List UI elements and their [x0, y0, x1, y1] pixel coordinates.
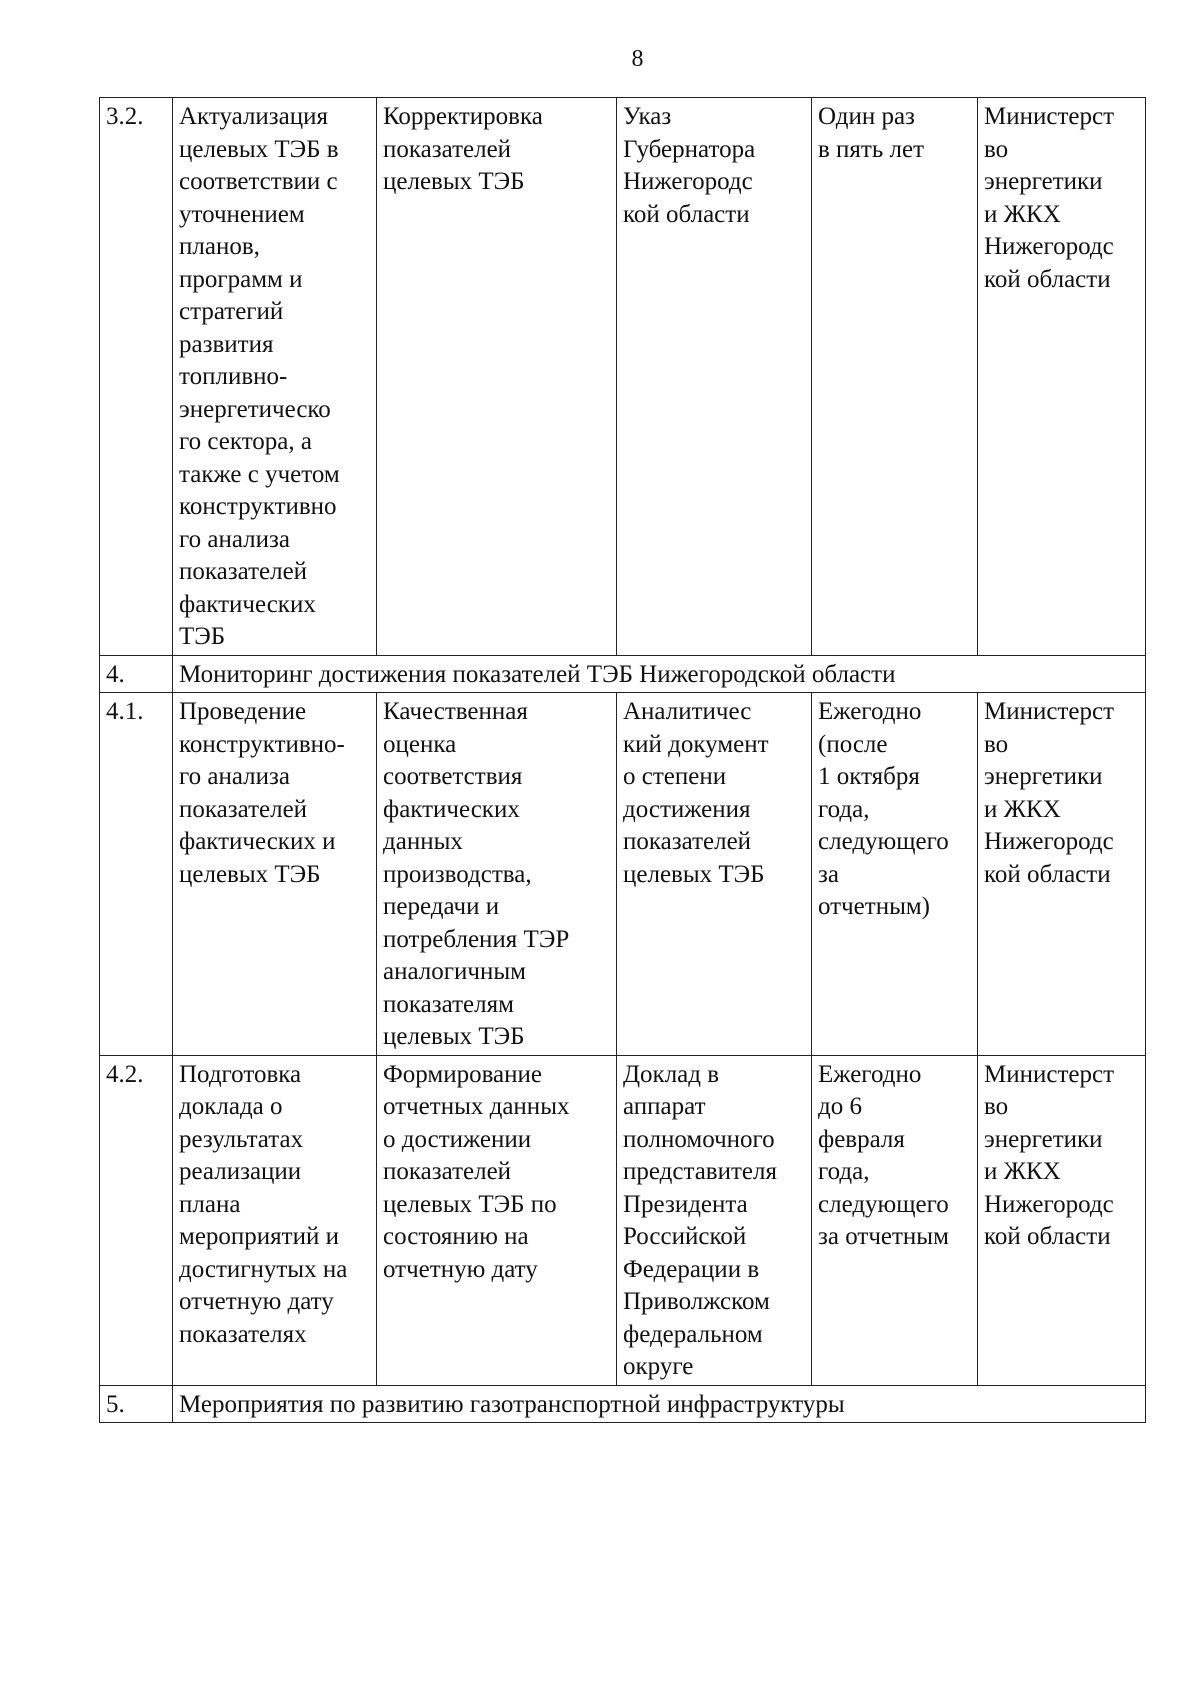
- result-document-cell: Указ Губернатора Нижегородс кой области: [617, 98, 812, 656]
- work-content-cell: Корректировка показателей целевых ТЭБ: [377, 98, 617, 656]
- page-number: 8: [631, 46, 644, 72]
- item-number: 4.2.: [100, 1055, 173, 1385]
- section-title: Мероприятия по развитию газотранспортной инфраструктуры: [173, 1385, 1146, 1423]
- table-row: [100, 98, 1146, 656]
- measure-name-cell: Проведение конструктивно- го анализа показателей фактических и целевых ТЭБ: [173, 693, 377, 1056]
- item-number: 3.2.: [100, 98, 173, 656]
- section-title: Мониторинг достижения показателей ТЭБ Нижегородской области: [173, 655, 1146, 693]
- measure-name-cell: Подготовка доклада о результатах реализации плана мероприятий и достигнутых на отчетную дату показателях: [173, 1055, 377, 1385]
- measure-name-cell: Актуализация целевых ТЭБ в соответствии с уточнением планов, программ и стратегий развития топливно- энергетическо го сектора, а также с учетом конструктивно го анализа показателей фактических ТЭБ: [173, 98, 377, 656]
- responsible-cell: Министерст во энергетики и ЖКХ Нижегородс кой области: [978, 98, 1146, 656]
- result-document-cell: Аналитичес кий документ о степени достижения показателей целевых ТЭБ: [617, 693, 812, 1056]
- deadline-cell: Ежегодно (после 1 октября года, следующего за отчетным): [812, 693, 978, 1056]
- section-number: 4.: [100, 655, 173, 693]
- table-row: [100, 1055, 1146, 1385]
- work-content-cell: Формирование отчетных данных о достижении показателей целевых ТЭБ по состоянию на отчетную дату: [377, 1055, 617, 1385]
- responsible-cell: Министерст во энергетики и ЖКХ Нижегородс кой области: [978, 1055, 1146, 1385]
- deadline-cell: Ежегодно до 6 февраля года, следующего за отчетным: [812, 1055, 978, 1385]
- section-row: [100, 1385, 1146, 1423]
- deadline-cell: Один раз в пять лет: [812, 98, 978, 656]
- section-number: 5.: [100, 1385, 173, 1423]
- result-document-cell: Доклад в аппарат полномочного представителя Президента Российской Федерации в Приволжском федеральном округе: [617, 1055, 812, 1385]
- responsible-cell: Министерст во энергетики и ЖКХ Нижегородс кой области: [978, 693, 1146, 1056]
- section-row: [100, 655, 1146, 693]
- action-plan-table: [99, 97, 1146, 1423]
- work-content-cell: Качественная оценка соответствия фактических данных производства, передачи и потребления ТЭР аналогичным показателям целевых ТЭБ: [377, 693, 617, 1056]
- item-number: 4.1.: [100, 693, 173, 1056]
- table-row: [100, 693, 1146, 1056]
